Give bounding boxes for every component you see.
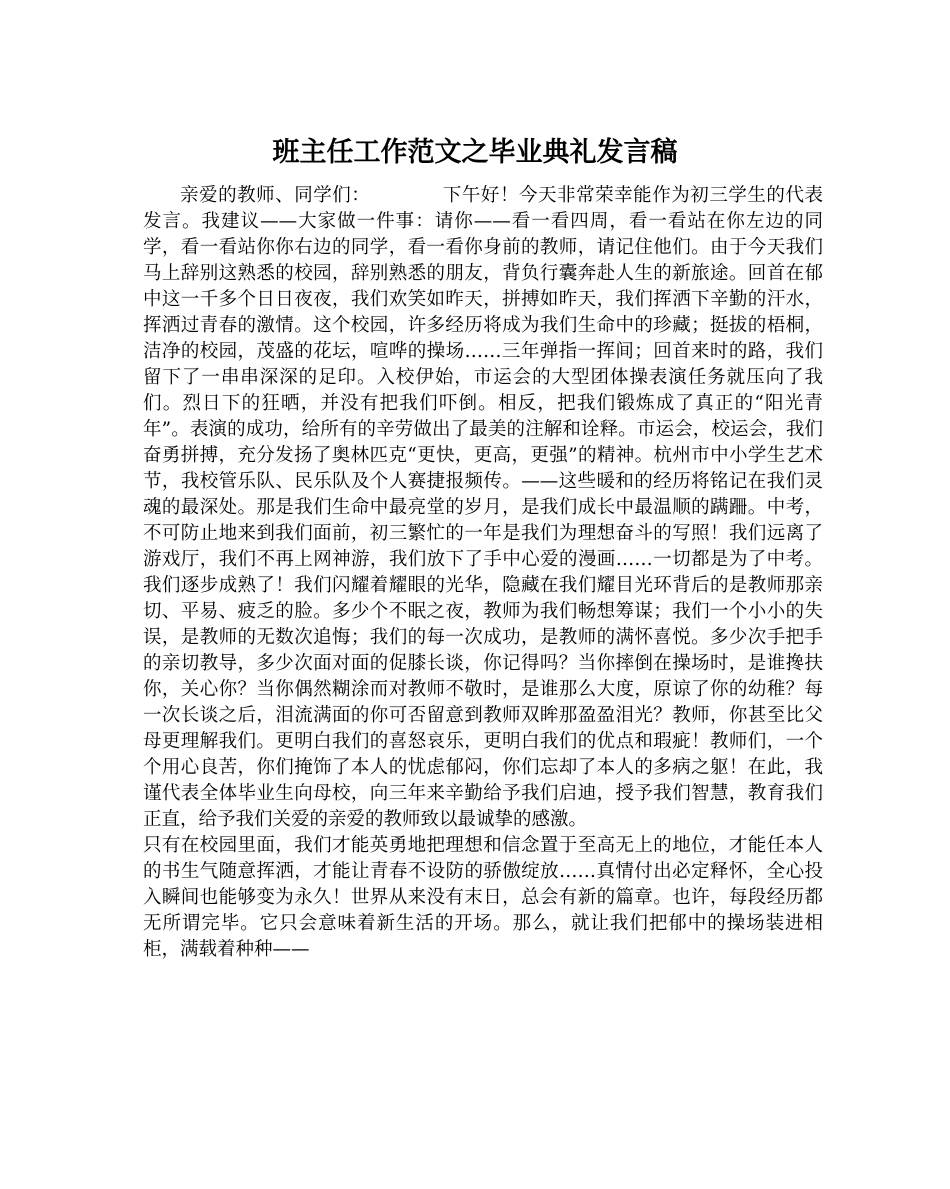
greeting-text: 亲爱的教师、同学们： (180, 185, 371, 206)
document-body (143, 183, 823, 963)
paragraph-1-text: 下午好！今天非常荣幸能作为初三学生的代表发言。我建议——大家做一件事：请你——看一看四周，看一看站在你左边的同学，看一看站你你右边的同学，看一看你身前的教师，请记住他们。由于今天我们马上辞别这熟悉的校园，辞别熟悉的朋友，背负行囊奔赴人生的新旅途。回首在郁中这一千多个日日夜夜，我们欢笑如昨天，拼搏如昨天，我们挥洒下辛勤的汗水，挥洒过青春的激情。这个校园，许多经历将成为我们生命中的珍藏；挺拔的梧桐，洁净的校园，茂盛的花坛，喧哗的操场……三年弹指一挥间；回首来时的路，我们留下了一串串深深的足印。入校伊始，市运会的大型团体操表演任务就压向了我们。烈日下的狂晒，并没有把我们吓倒。相反，把我们锻炼成了真正的“阳光青年”。表演的成功，给所有的辛劳做出了最美的注解和诠释。市运会，校运会，我们奋勇拼搏，充分发扬了奥林匹克“更快，更高，更强”的精神。杭州市中小学生艺术节，我校管乐队、民乐队及个人赛捷报频传。——这些暖和的经历将铭记在我们灵魂的最深处。那是我们生命中最亮堂的岁月，是我们成长中最温顺的蹒跚。中考，不可防止地来到我们面前，初三繁忙的一年是我们为理想奋斗的写照！我们远离了游戏厅，我们不再上网神游，我们放下了手中心爱的漫画……一切都是为了中考。我们逐步成熟了！我们闪耀着耀眼的光华，隐藏在我们耀目光环背后的是教师那亲切、平易、疲乏的脸。多少个不眠之夜，教师为我们畅想筹谋；我们一个小小的失误，是教师的无数次追悔；我们的每一次成功，是教师的满怀喜悦。多少次手把手的亲切教导，多少次面对面的促膝长谈，你记得吗？当你摔倒在操场时，是谁搀扶你，关心你？当你偶然糊涂而对教师不敬时，是谁那么大度，原谅了你的幼稚？每一次长谈之后，泪流满面的你可否留意到教师双眸那盈盈泪光？教师，你甚至比父母更理解我们。更明白我们的喜怒哀乐，更明白我们的优点和瑕疵！教师们，一个个用心良苦，你们掩饰了本人的忧虑郁闷，你们忘却了本人的多病之躯！在此，我谨代表全体毕业生向母校，向三年来辛勤给予我们启迪，授予我们智慧，教育我们正直，给予我们关爱的亲爱的教师致以最诚挚的感激。 (143, 185, 823, 830)
document-title: 班主任工作范文之毕业典礼发言稿 (272, 137, 678, 168)
paragraph-2: 只有在校园里面，我们才能英勇地把理想和信念置于至高无上的地位，才能任本人的书生气随意挥洒，才能让青春不设防的骄傲绽放……真情付出必定释怀，全心投入瞬间也能够变为永久！世界从来没有末日，总会有新的篇章。也许，每段经历都无所谓完毕。它只会意味着新生活的开场。那么，就让我们把郁中的操场装进相柜，满载着种种—— (143, 835, 823, 960)
paragraph-1 (143, 183, 823, 833)
